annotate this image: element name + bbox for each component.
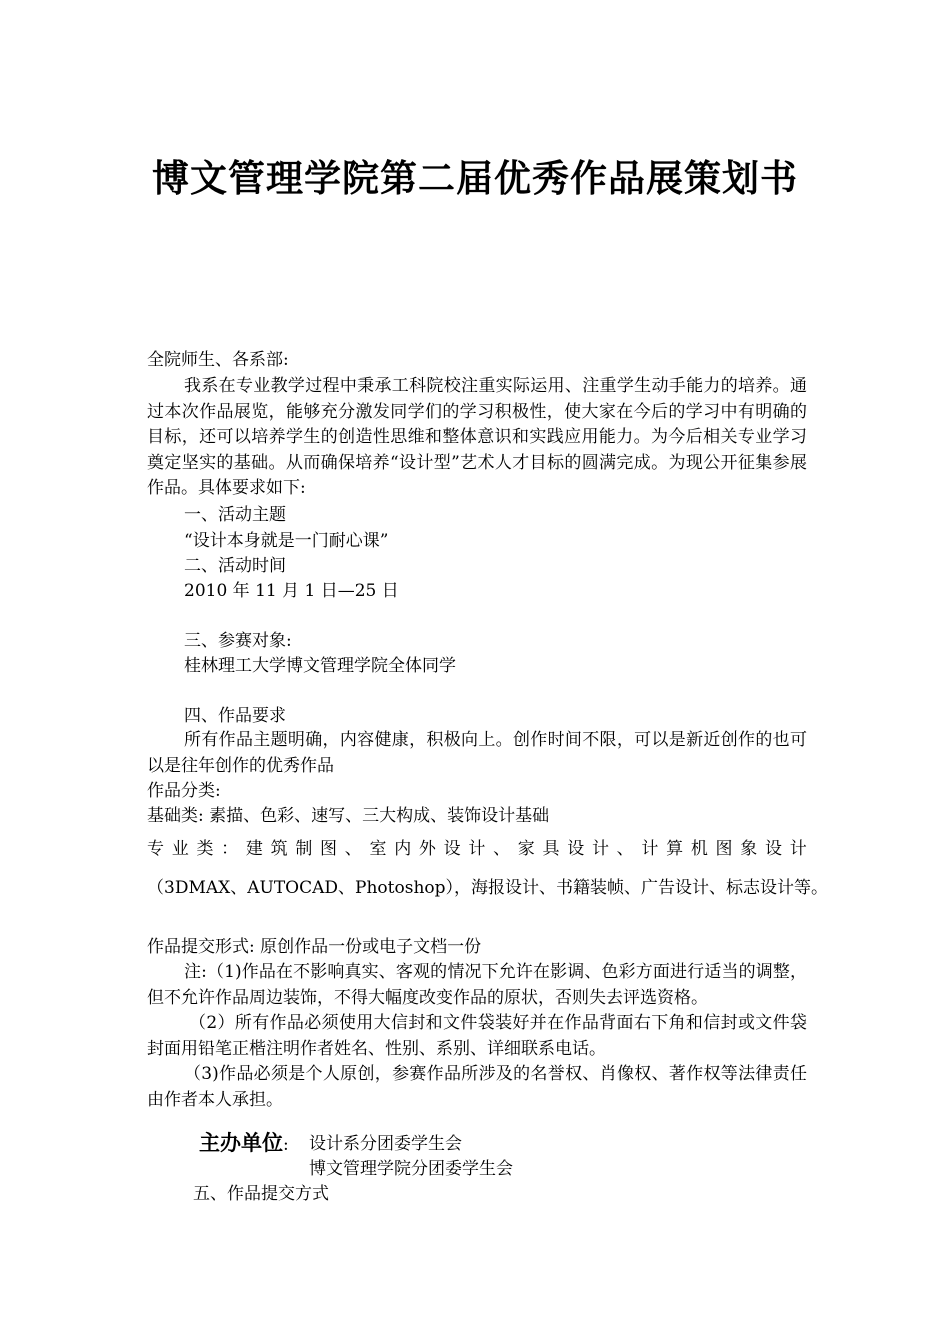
professional-category-char: 制 [295,839,313,859]
professional-category-char: ： [221,839,239,859]
host-org-1: 设计系分团委学生会 [309,1134,462,1154]
host-label [199,1129,289,1159]
basic-category: 基础类: 素描、色彩、速写、三大构成、装饰设计基础 [147,806,550,826]
host-org-2: 博文管理学院分团委学生会 [309,1159,513,1179]
participants-heading: 三、参赛对象: [184,631,292,651]
host-label-colon: : [283,1135,289,1155]
professional-category-char: 计 [468,839,486,859]
professional-category-char: 筑 [270,839,288,859]
time-value: 2010 年 11 月 1 日—25 日 [184,581,399,601]
note-2: （2）所有作品必须使用大信封和文件袋装好并在作品背面右下角和信封或文件袋封面用铅笔正楷注明作者姓名、性别、系别、详细联系电话。 [147,1013,807,1059]
professional-category-char: 图 [320,839,338,859]
professional-category-char: 计 [641,839,659,859]
theme-heading: 一、活动主题 [184,505,286,525]
professional-category-char: 外 [418,839,436,859]
professional-category [147,836,807,862]
professional-category-char: 、 [616,839,634,859]
intro-paragraph: 我系在专业教学过程中秉承工科院校注重实际运用、注重学生动手能力的培养。通过本次作品展览，能够充分激发同学们的学习积极性，使大家在今后的学习中有明确的目标，还可以培养学生的创造性思维和整体意识和实践应用能力。为今后相关专业学习奠定坚实的基础。从而确保培养“设计型”艺术人才目标的圆满完成。为现公开征集参展作品。具体要求如下: [147,376,807,499]
professional-category-char: 内 [394,839,412,859]
professional-category-char: 、 [344,839,362,859]
professional-category-cont: （3DMAX、AUTOCAD、Photoshop），海报设计、书籍装帧、广告设计、标志设计等。 [147,878,829,898]
professional-category-char: 计 [789,839,807,859]
salutation: 全院师生、各系部: [147,350,289,370]
document-title: 博文管理学院第二届优秀作品展策划书 [152,156,798,200]
professional-category-char: 计 [591,839,609,859]
professional-category-char: 家 [517,839,535,859]
professional-category-char: 机 [690,839,708,859]
note-1: 注:（1)作品在不影响真实、客观的情况下允许在影调、色彩方面进行适当的调整，但不允许作品周边装饰，不得大幅度改变作品的原状，否则失去评选资格。 [147,962,807,1008]
professional-category-char: 设 [443,839,461,859]
time-heading: 二、活动时间 [184,556,286,576]
section-5-heading: 五、作品提交方式 [193,1184,329,1204]
professional-category-char: 设 [567,839,585,859]
professional-category-char: 、 [493,839,511,859]
professional-category-char: 象 [740,839,758,859]
professional-category-char: 具 [542,839,560,859]
professional-category-char: 业 [171,839,189,859]
requirements-paragraph: 所有作品主题明确，内容健康，积极向上。创作时间不限，可以是新近创作的也可以是往年创作的优秀作品 [147,730,807,776]
requirements-heading: 四、作品要求 [184,706,286,726]
professional-category-char: 设 [764,839,782,859]
professional-category-char: 算 [666,839,684,859]
professional-category-char: 专 [147,839,164,859]
categories-label: 作品分类: [147,781,221,801]
theme-value: “设计本身就是一门耐心课” [184,531,389,551]
professional-category-char: 建 [245,839,263,859]
host-label-text: 主办单位 [199,1130,283,1155]
participants-value: 桂林理工大学博文管理学院全体同学 [184,656,456,676]
note-3: （3)作品必须是个人原创，参赛作品所涉及的名誉权、肖像权、著作权等法律责任由作者本人承担。 [147,1064,807,1110]
professional-category-char: 类 [196,839,214,859]
submission-form: 作品提交形式: 原创作品一份或电子文档一份 [147,937,482,957]
professional-category-char: 图 [715,839,733,859]
professional-category-char: 室 [369,839,387,859]
